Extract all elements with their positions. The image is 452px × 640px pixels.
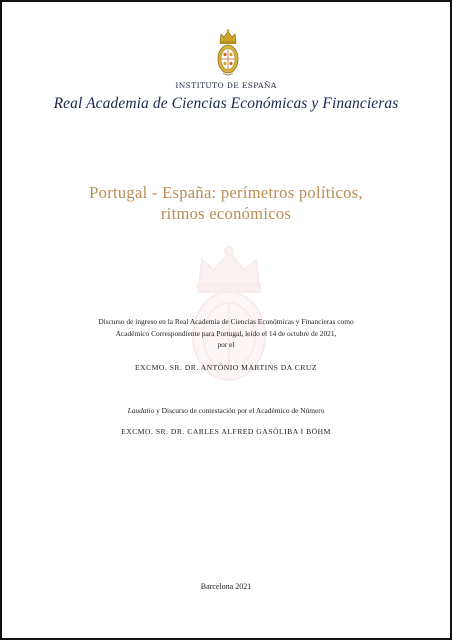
- institute-name: INSTITUTO DE ESPAÑA: [175, 81, 277, 90]
- place-year: Barcelona 2021: [200, 582, 252, 591]
- intro-paragraph: [62, 316, 390, 351]
- academy-name: Real Academia de Ciencias Económicas y Financieras: [53, 95, 399, 112]
- laudatio-italic: Laudatio: [127, 406, 155, 415]
- author-name: EXCMO. SR. DR. ANTÓNIO MARTINS DA CRUZ: [134, 363, 318, 372]
- document-title: [42, 182, 410, 224]
- title-line-2: ritmos económicos: [160, 204, 292, 223]
- laudatio-rest: y Discurso de contestación por el Académico de Número: [154, 406, 325, 415]
- intro-line-3: por el: [217, 340, 235, 349]
- intro-line-1: Discurso de ingreso en la Real Academia de Ciencias Económicas y Financieras como: [98, 317, 354, 326]
- laudatio-line: [2, 406, 450, 415]
- title-line-1: Portugal - España: perímetros políticos,: [89, 183, 363, 202]
- royal-crest-icon: [216, 28, 240, 78]
- intro-line-2: Académico Correspondiente para Portugal, leído el 14 de octubre de 2021,: [115, 328, 337, 338]
- respondent-name: EXCMO. SR. DR. CARLES ALFRED GASÒLIBA I BÖHM: [121, 427, 331, 436]
